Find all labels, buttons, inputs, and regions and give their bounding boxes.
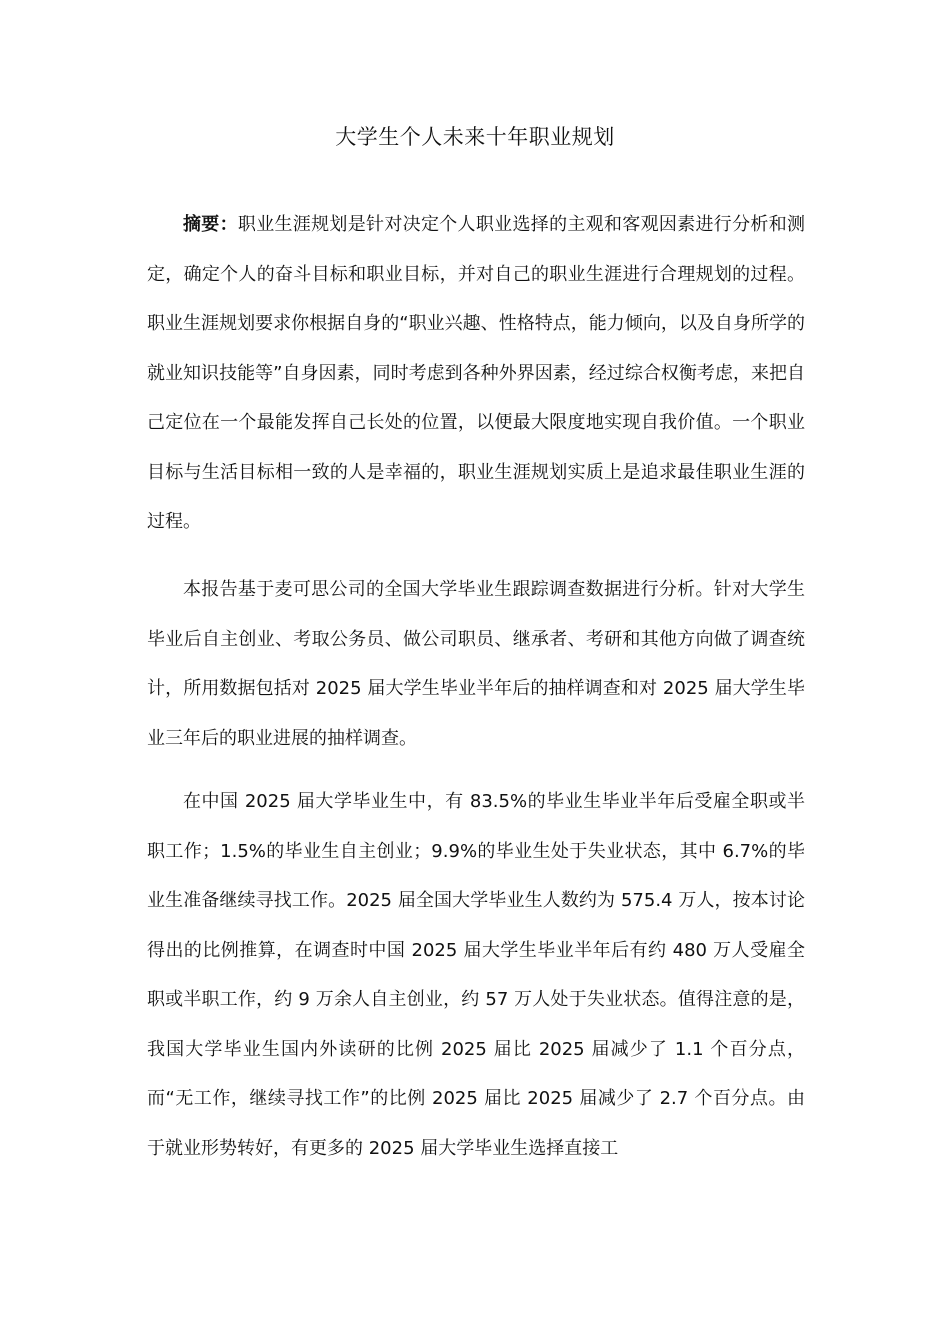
abstract-paragraph (147, 200, 805, 547)
abstract-label: 摘要： (183, 214, 238, 235)
abstract-text: 职业生涯规划是针对决定个人职业选择的主观和客观因素进行分析和测定，确定个人的奋斗目标和职业目标，并对自己的职业生涯进行合理规划的过程。职业生涯规划要求你根据自身的“职业兴趣、性格特点，能力倾向，以及自身所学的就业知识技能等”自身因素，同时考虑到各种外界因素，经过综合权衡考虑，来把自己定位在一个最能发挥自己长处的位置，以便最大限度地实现自我价值。一个职业目标与生活目标相一致的人是幸福的，职业生涯规划实质上是追求最佳职业生涯的过程。 (147, 214, 806, 532)
employment-stats-paragraph: 在中国 2025 届大学毕业生中，有 83.5%的毕业生毕业半年后受雇全职或半职工作；1.5%的毕业生自主创业；9.9%的毕业生处于失业状态，其中 6.7%的毕业生准备继续寻找工作。2025 届全国大学毕业生人数约为 575.4 万人，按本讨论得出的比例推算，在调查时中国 2025 届大学生毕业半年后有约 480 万人受雇全职或半职工作，约 9 万余人自主创业，约 57 万人处于失业状态。值得注意的是，我国大学毕业生国内外读研的比例 2025 届比 2025 届减少了 1.1 个百分点，而“无工作，继续寻找工作”的比例 2025 届比 2025 届减少了 2.7 个百分点。由于就业形势转好，有更多的 2025 届大学毕业生选择直接工 (147, 791, 805, 1159)
document-title: 大学生个人未来十年职业规划 (335, 125, 615, 149)
report-basis-paragraph: 本报告基于麦可思公司的全国大学毕业生跟踪调查数据进行分析。针对大学生毕业后自主创业、考取公务员、做公司职员、继承者、考研和其他方向做了调查统计，所用数据包括对 2025 届大学生毕业半年后的抽样调查和对 2025 届大学生毕业三年后的职业进展的抽样调查。 (147, 579, 805, 749)
